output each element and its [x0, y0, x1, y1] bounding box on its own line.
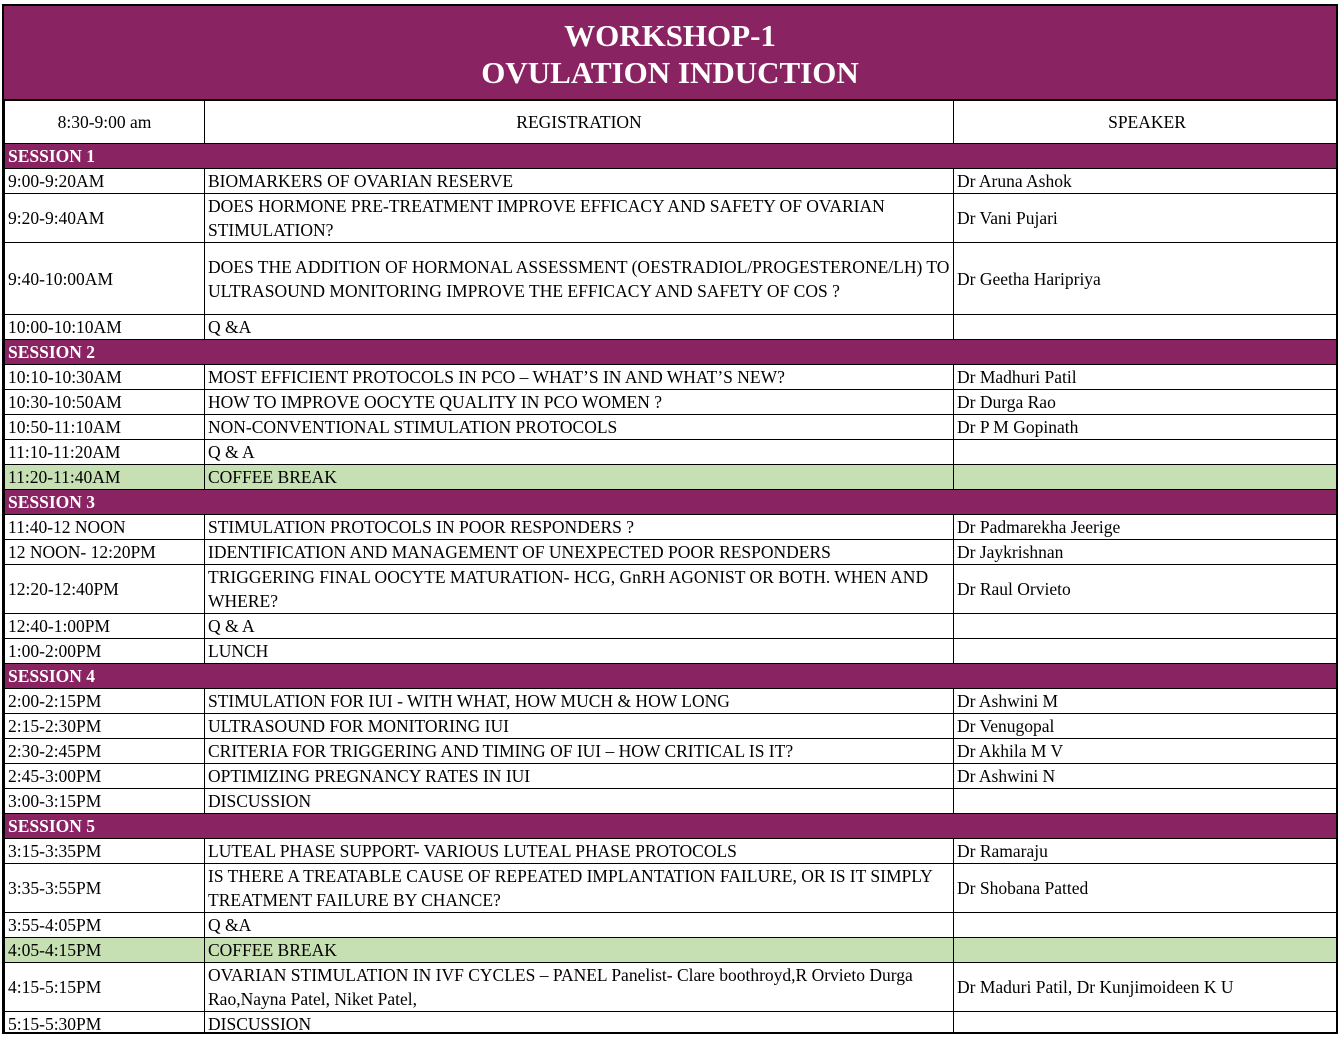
topic-cell: Q &A [205, 315, 954, 340]
registration-time: 8:30-9:00 am [5, 101, 205, 144]
speaker-cell [954, 614, 1339, 639]
time-cell: 4:15-5:15PM [5, 963, 205, 1012]
break-row [5, 465, 1339, 490]
schedule-row [5, 864, 1339, 913]
speaker-cell [954, 789, 1339, 814]
speaker-cell: Dr Geetha Haripriya [954, 243, 1339, 315]
time-cell: 12 NOON- 12:20PM [5, 540, 205, 565]
topic-cell: DISCUSSION [205, 789, 954, 814]
session-header-row [5, 144, 1339, 169]
topic-cell: DOES HORMONE PRE-TREATMENT IMPROVE EFFICACY AND SAFETY OF OVARIAN STIMULATION? [205, 194, 954, 243]
session-label: SESSION 5 [5, 814, 1339, 839]
speaker-cell: Dr Ashwini N [954, 764, 1339, 789]
speaker-cell: Dr Madhuri Patil [954, 365, 1339, 390]
schedule-row [5, 315, 1339, 340]
topic-cell: COFFEE BREAK [205, 465, 954, 490]
schedule-row [5, 789, 1339, 814]
speaker-cell: Dr Venugopal [954, 714, 1339, 739]
time-cell: 10:10-10:30AM [5, 365, 205, 390]
session-label: SESSION 2 [5, 340, 1339, 365]
schedule-row [5, 415, 1339, 440]
schedule-row [5, 764, 1339, 789]
topic-cell: TRIGGERING FINAL OOCYTE MATURATION- HCG, GnRH AGONIST OR BOTH. WHEN AND WHERE? [205, 565, 954, 614]
time-cell: 10:00-10:10AM [5, 315, 205, 340]
speaker-cell: Dr Raul Orvieto [954, 565, 1339, 614]
schedule-row [5, 1012, 1339, 1035]
speaker-cell: Dr Jaykrishnan [954, 540, 1339, 565]
topic-cell: HOW TO IMPROVE OOCYTE QUALITY IN PCO WOMEN ? [205, 390, 954, 415]
topic-cell: OPTIMIZING PREGNANCY RATES IN IUI [205, 764, 954, 789]
topic-cell: ULTRASOUND FOR MONITORING IUI [205, 714, 954, 739]
topic-cell: IDENTIFICATION AND MANAGEMENT OF UNEXPECTED POOR RESPONDERS [205, 540, 954, 565]
speaker-cell [954, 938, 1339, 963]
time-cell: 11:20-11:40AM [5, 465, 205, 490]
schedule-row [5, 515, 1339, 540]
schedule-row [5, 565, 1339, 614]
schedule-row [5, 913, 1339, 938]
speaker-cell: Dr P M Gopinath [954, 415, 1339, 440]
session-header-row [5, 814, 1339, 839]
speaker-cell [954, 639, 1339, 664]
time-cell: 2:45-3:00PM [5, 764, 205, 789]
time-cell: 11:10-11:20AM [5, 440, 205, 465]
time-cell: 11:40-12 NOON [5, 515, 205, 540]
topic-cell: STIMULATION PROTOCOLS IN POOR RESPONDERS ? [205, 515, 954, 540]
topic-cell: LUNCH [205, 639, 954, 664]
schedule-row [5, 540, 1339, 565]
time-cell: 9:40-10:00AM [5, 243, 205, 315]
workshop-schedule-sheet [2, 4, 1338, 1034]
time-cell: 12:40-1:00PM [5, 614, 205, 639]
topic-cell: IS THERE A TREATABLE CAUSE OF REPEATED IMPLANTATION FAILURE, OR IS IT SIMPLY TREATMENT FAILURE BY CHANCE? [205, 864, 954, 913]
speaker-cell: Dr Vani Pujari [954, 194, 1339, 243]
time-cell: 9:20-9:40AM [5, 194, 205, 243]
workshop-topic-title: OVULATION INDUCTION [481, 55, 859, 90]
time-cell: 3:35-3:55PM [5, 864, 205, 913]
time-cell: 10:30-10:50AM [5, 390, 205, 415]
time-cell: 5:15-5:30PM [5, 1012, 205, 1035]
session-label: SESSION 4 [5, 664, 1339, 689]
time-cell: 9:00-9:20AM [5, 169, 205, 194]
schedule-row [5, 440, 1339, 465]
workshop-number-title: WORKSHOP-1 [564, 18, 776, 53]
schedule-row [5, 614, 1339, 639]
schedule-row [5, 639, 1339, 664]
time-cell: 12:20-12:40PM [5, 565, 205, 614]
registration-label: REGISTRATION [205, 101, 954, 144]
schedule-table [4, 100, 1338, 1034]
speaker-column-header: SPEAKER [954, 101, 1339, 144]
schedule-row [5, 194, 1339, 243]
speaker-cell [954, 465, 1339, 490]
topic-cell: Q & A [205, 440, 954, 465]
time-cell: 2:15-2:30PM [5, 714, 205, 739]
speaker-cell: Dr Durga Rao [954, 390, 1339, 415]
topic-cell: MOST EFFICIENT PROTOCOLS IN PCO – WHAT’S IN AND WHAT’S NEW? [205, 365, 954, 390]
speaker-cell: Dr Aruna Ashok [954, 169, 1339, 194]
topic-cell: BIOMARKERS OF OVARIAN RESERVE [205, 169, 954, 194]
topic-cell: LUTEAL PHASE SUPPORT- VARIOUS LUTEAL PHASE PROTOCOLS [205, 839, 954, 864]
schedule-row [5, 169, 1339, 194]
schedule-row [5, 714, 1339, 739]
time-cell: 2:30-2:45PM [5, 739, 205, 764]
session-header-row [5, 340, 1339, 365]
schedule-row [5, 739, 1339, 764]
time-cell: 1:00-2:00PM [5, 639, 205, 664]
speaker-cell: Dr Shobana Patted [954, 864, 1339, 913]
topic-cell: Q & A [205, 614, 954, 639]
topic-cell: Q &A [205, 913, 954, 938]
speaker-cell: Dr Maduri Patil, Dr Kunjimoideen K U [954, 963, 1339, 1012]
session-header-row [5, 490, 1339, 515]
session-header-row [5, 664, 1339, 689]
time-cell: 3:15-3:35PM [5, 839, 205, 864]
speaker-cell: Dr Padmarekha Jeerige [954, 515, 1339, 540]
time-cell: 3:00-3:15PM [5, 789, 205, 814]
schedule-row [5, 963, 1339, 1012]
topic-cell: NON-CONVENTIONAL STIMULATION PROTOCOLS [205, 415, 954, 440]
schedule-row [5, 689, 1339, 714]
session-label: SESSION 1 [5, 144, 1339, 169]
topic-cell: COFFEE BREAK [205, 938, 954, 963]
speaker-cell [954, 1012, 1339, 1035]
speaker-cell [954, 315, 1339, 340]
time-cell: 4:05-4:15PM [5, 938, 205, 963]
topic-cell: CRITERIA FOR TRIGGERING AND TIMING OF IUI – HOW CRITICAL IS IT? [205, 739, 954, 764]
speaker-cell [954, 440, 1339, 465]
topic-cell: DOES THE ADDITION OF HORMONAL ASSESSMENT (OESTRADIOL/PROGESTERONE/LH) TO ULTRASOUND MONITORING IMPROVE THE EFFICACY AND SAFETY OF COS ? [205, 243, 954, 315]
column-header-row [5, 101, 1339, 144]
workshop-title-banner [4, 6, 1336, 100]
topic-cell: DISCUSSION [205, 1012, 954, 1035]
speaker-cell: Dr Ashwini M [954, 689, 1339, 714]
schedule-body [5, 101, 1339, 1035]
time-cell: 2:00-2:15PM [5, 689, 205, 714]
time-cell: 10:50-11:10AM [5, 415, 205, 440]
time-cell: 3:55-4:05PM [5, 913, 205, 938]
session-label: SESSION 3 [5, 490, 1339, 515]
schedule-row [5, 243, 1339, 315]
speaker-cell: Dr Ramaraju [954, 839, 1339, 864]
speaker-cell: Dr Akhila M V [954, 739, 1339, 764]
topic-cell: STIMULATION FOR IUI - WITH WHAT, HOW MUCH & HOW LONG [205, 689, 954, 714]
schedule-row [5, 365, 1339, 390]
schedule-row [5, 839, 1339, 864]
topic-cell: OVARIAN STIMULATION IN IVF CYCLES – PANEL Panelist- Clare boothroyd,R Orvieto Durga Rao,Nayna Patel, Niket Patel, [205, 963, 954, 1012]
break-row [5, 938, 1339, 963]
schedule-row [5, 390, 1339, 415]
speaker-cell [954, 913, 1339, 938]
